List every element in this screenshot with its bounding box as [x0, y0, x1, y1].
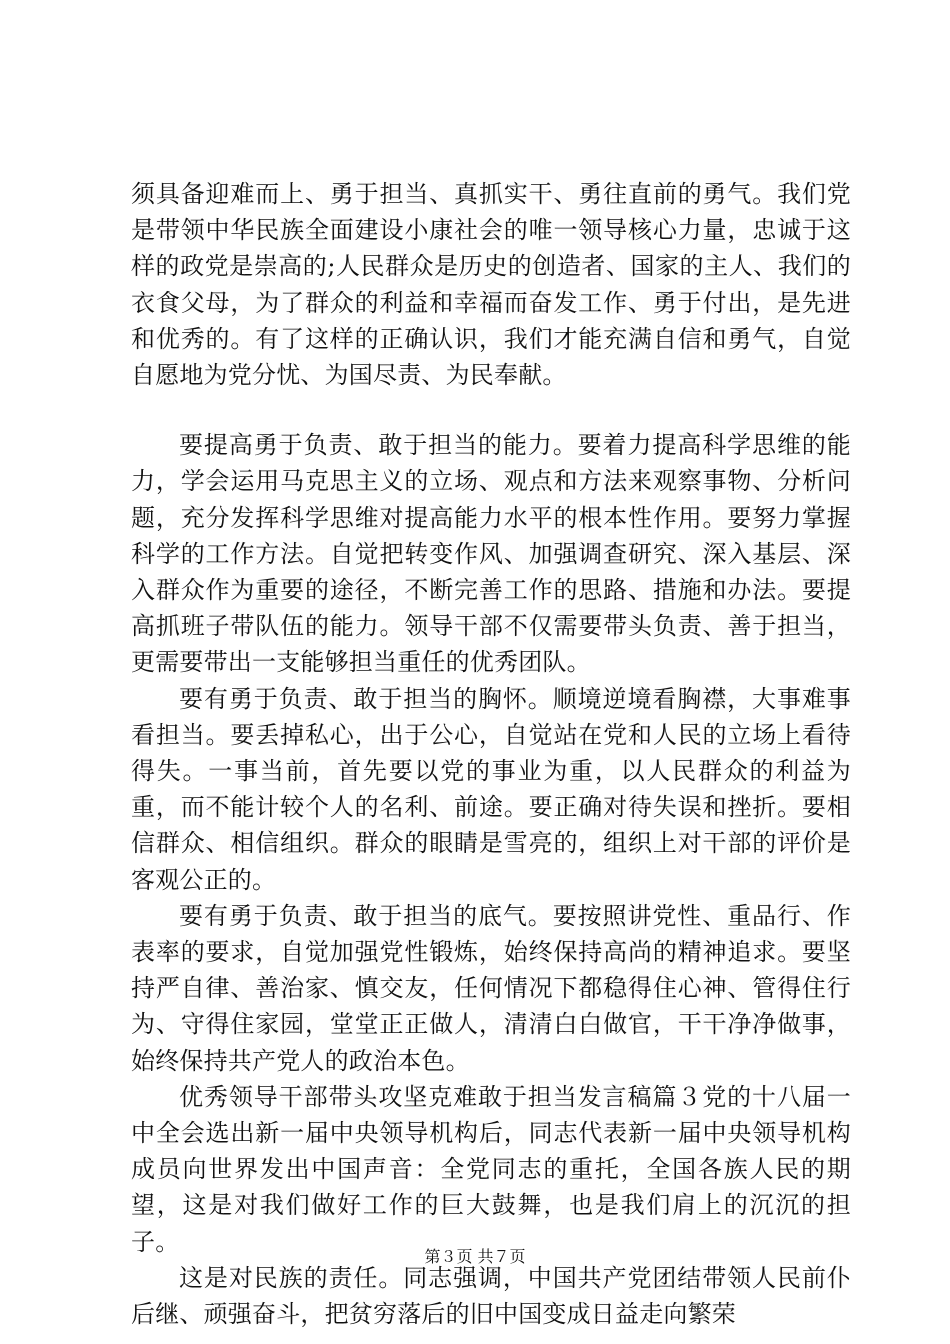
paragraph-ability: 要提高勇于负责、敢于担当的能力。要着力提高科学思维的能力，学会运用马克思主义的立场、观点和方法来观察事物、分析问题，充分发挥科学思维对提高能力水平的根本性作用。要努力掌握科学的工作方法。自觉把转变作风、加强调查研究、深入基层、深入群众作为重要的途径，不断完善工作的思路、措施和办法。要提高抓班子带队伍的能力。领导干部不仅需要带头负责、善于担当，更需要带出一支能够担当重任的优秀团队。	[131, 431, 851, 677]
paragraph-responsibility: 这是对民族的责任。同志强调，中国共产党团结带领人民前仆后继、顽强奋斗，把贫穷落后的旧中国变成日益走向繁荣	[131, 1263, 851, 1329]
paragraph-confidence: 要有勇于负责、敢于担当的底气。要按照讲党性、重品行、作表率的要求，自觉加强党性锻炼，始终保持高尚的精神追求。要坚持严自律、善治家、慎交友，任何情况下都稳得住心神、管得住行为、守得住家园，堂堂正正做人，清清白白做官，干干净净做事，始终保持共产党人的政治本色。	[131, 901, 851, 1075]
page-number-footer: 第３页 共７页	[424, 1247, 526, 1266]
document-body	[131, 176, 851, 1332]
paragraph-mind: 要有勇于负责、敢于担当的胸怀。顺境逆境看胸襟，大事难事看担当。要丢掉私心，出于公心，自觉站在党和人民的立场上看待得失。一事当前，首先要以党的事业为重，以人民群众的利益为重，而不能计较个人的名利、前途。要正确对待失误和挫折。要相信群众、相信组织。群众的眼睛是雪亮的，组织上对干部的评价是客观公正的。	[131, 684, 851, 894]
paragraph-courage: 须具备迎难而上、勇于担当、真抓实干、勇往直前的勇气。我们党是带领中华民族全面建设小康社会的唯一领导核心力量，忠诚于这样的政党是崇高的;人民群众是历史的创造者、国家的主人、我们的衣食父母，为了群众的利益和幸福而奋发工作、勇于付出，是先进和优秀的。有了这样的正确认识，我们才能充满自信和勇气，自觉自愿地为党分忧、为国尽责、为民奉献。	[131, 180, 851, 390]
paragraph-speech-3: 优秀领导干部带头攻坚克难敢于担当发言稿篇３党的十八届一中全会选出新一届中央领导机构后，同志代表新一届中央领导机构成员向世界发出中国声音：全党同志的重托，全国各族人民的期望，这是对我们做好工作的巨大鼓舞，也是我们肩上的沉沉的担子。	[131, 1082, 851, 1256]
paragraph-spacer	[131, 393, 851, 427]
